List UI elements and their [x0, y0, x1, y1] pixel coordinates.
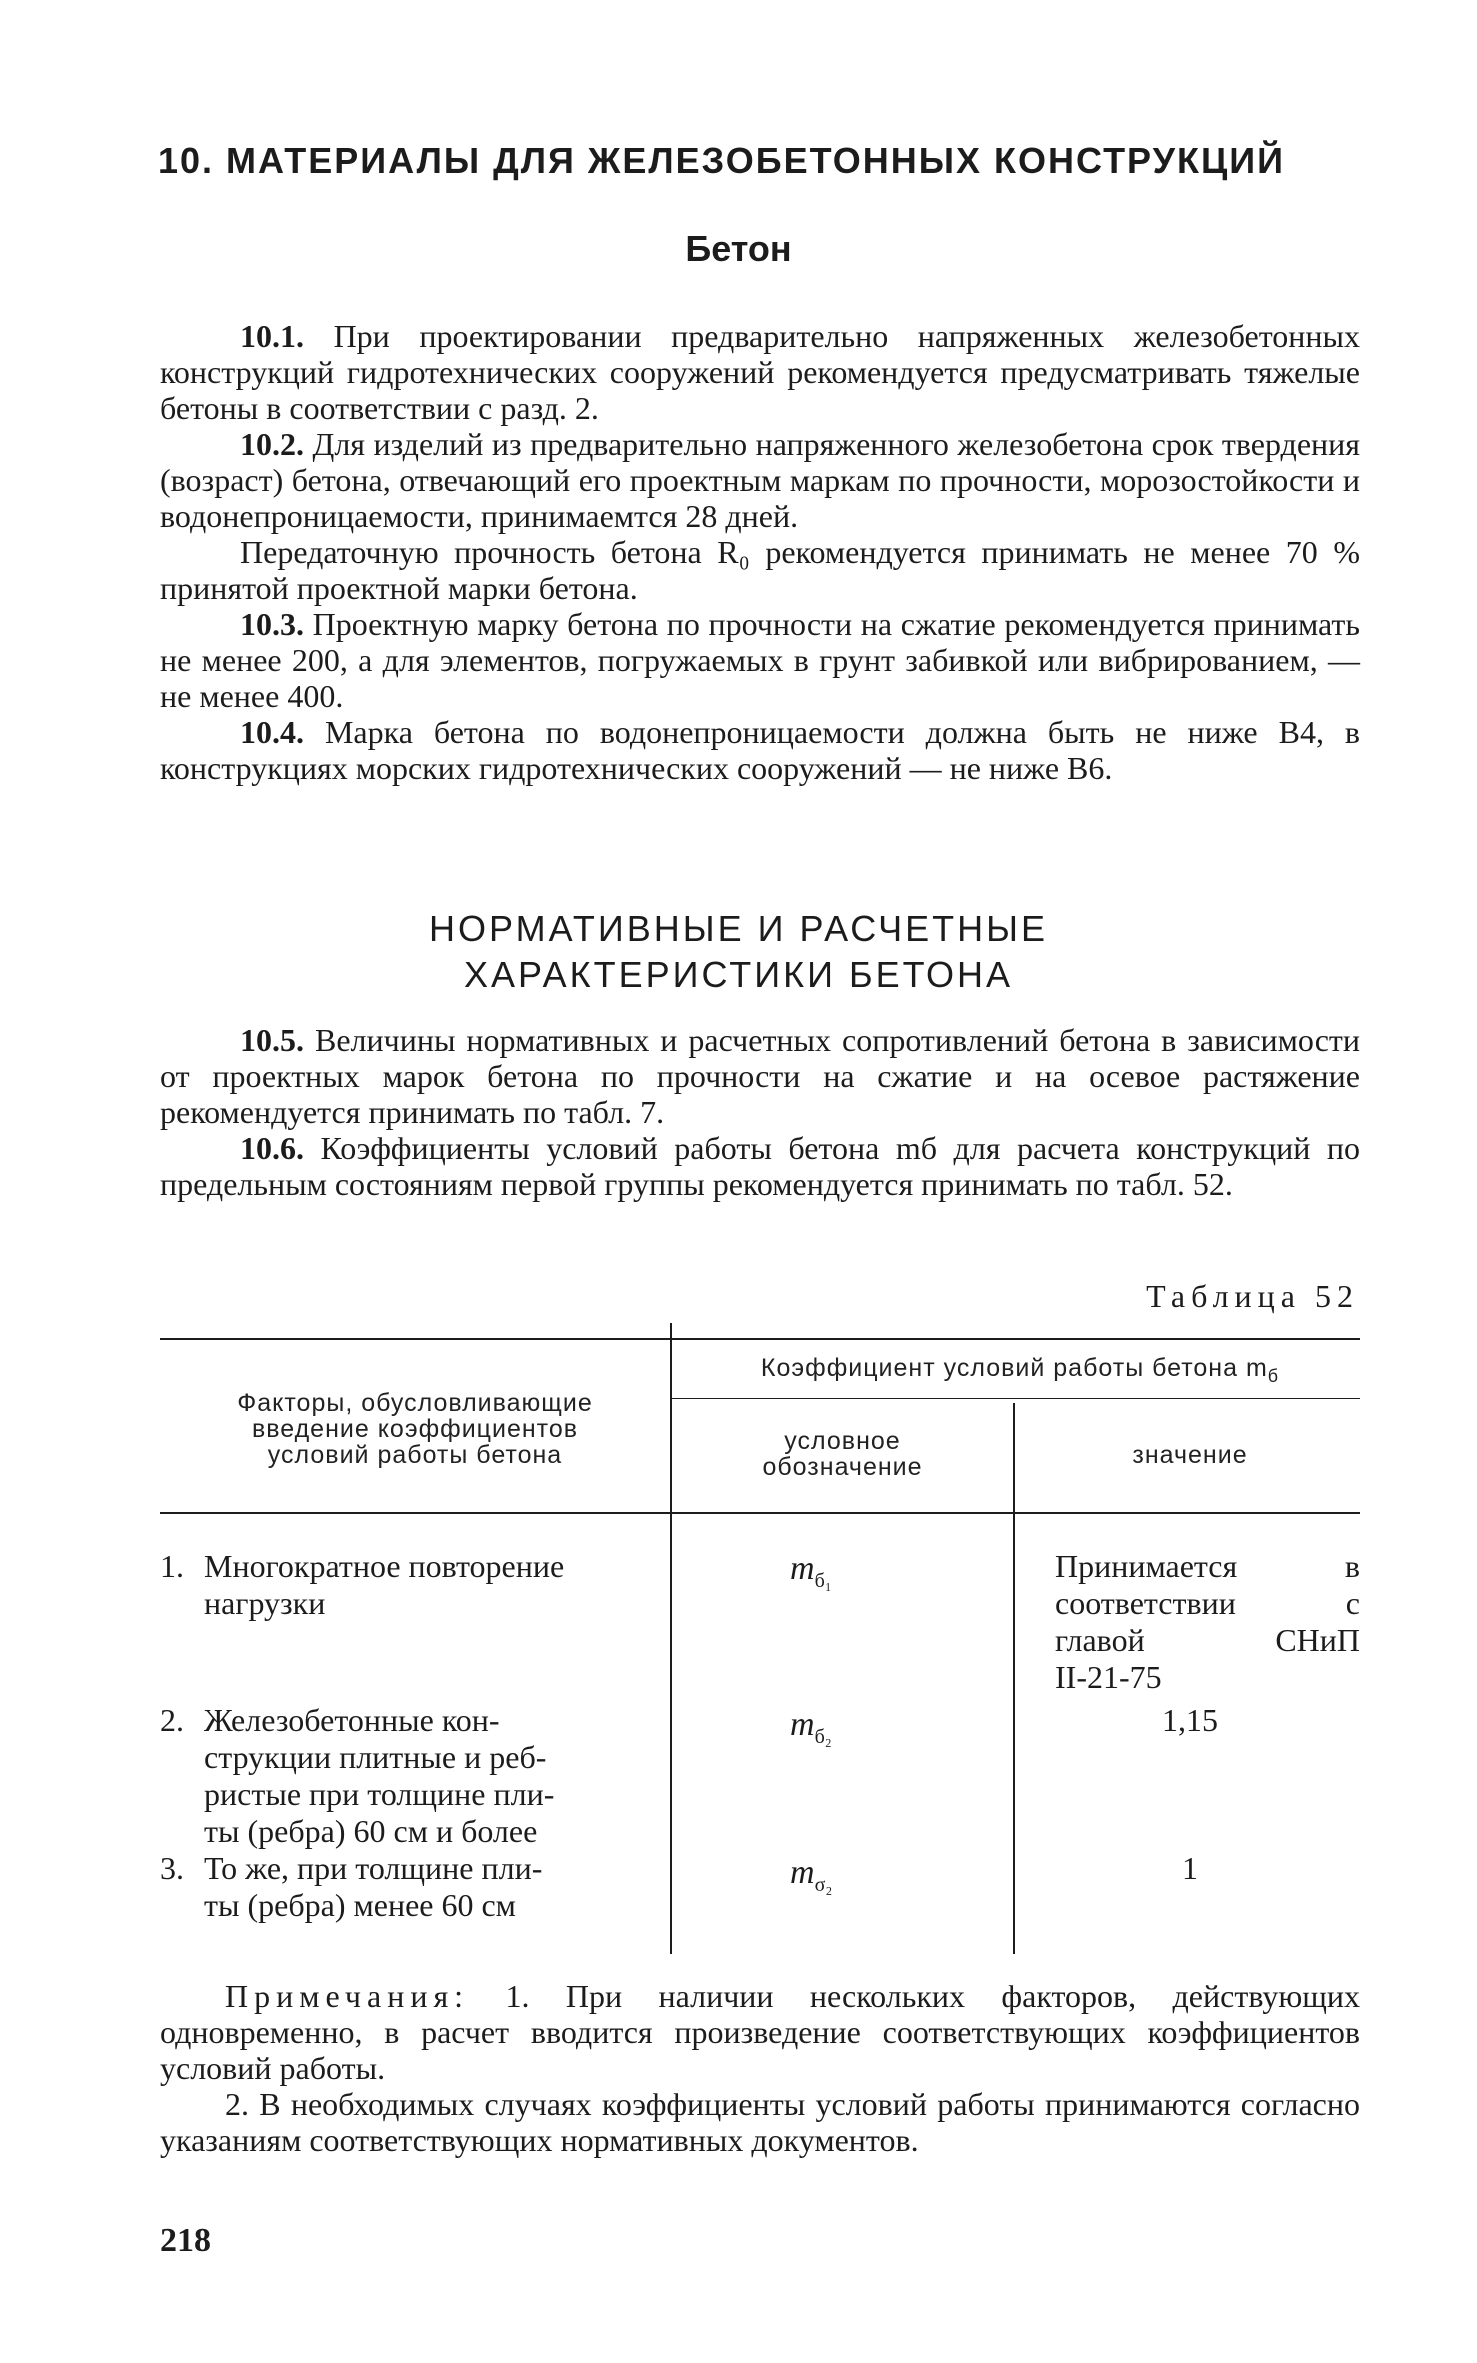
table-caption: Таблица 52 [1146, 1278, 1359, 1314]
factor-number: 1. [160, 1548, 184, 1584]
factor-number: 2. [160, 1702, 184, 1738]
section-text-1 [160, 318, 1360, 786]
value-text: 1,15 [1162, 1702, 1218, 1738]
paragraph-10-3 [160, 606, 1360, 714]
table-header-rule [160, 1512, 1360, 1514]
header-symbol [680, 1428, 1005, 1480]
factor-line: струкции плитные и реб- [204, 1739, 547, 1775]
paragraph-transfer-strength [160, 534, 1360, 606]
paragraph-text: Коэффициенты условий работы бетона mб для расчета конструкций по предельным состояниям первой группы рекомендуется принимать по табл. 52. [160, 1130, 1360, 1202]
symbol-letter: m [790, 1550, 815, 1587]
header-symbol-line: условное [784, 1427, 901, 1455]
header-factors-line: условий работы бетона [267, 1441, 563, 1469]
table-col-divider-2 [1013, 1403, 1015, 1954]
value-line: II-21-75 [1055, 1659, 1162, 1695]
paragraph-number: 10.4. [240, 714, 304, 750]
table-top-rule [160, 1338, 1360, 1340]
factor-line: ты (ребра) 60 см и более [204, 1813, 538, 1849]
notes-label: Примечания: [225, 1978, 470, 2014]
section-heading-line2: ХАРАКТЕРИСТИКИ БЕТОНА [463, 954, 1014, 995]
value-text: 1 [1182, 1850, 1198, 1886]
value-line: главой СНиП [1055, 1622, 1360, 1658]
subheading-concrete: Бетон [685, 228, 792, 269]
header-factors-line: введение коэффициентов [251, 1415, 579, 1443]
header-factors [170, 1390, 660, 1468]
factor-line: ты (ребра) менее 60 см [204, 1887, 516, 1923]
header-coefficient-label: Коэффициент условий работы бетона m [760, 1354, 1268, 1382]
section-heading-line1: НОРМАТИВНЫЕ И РАСЧЕТНЫЕ [429, 908, 1048, 949]
paragraph-number: 10.3. [240, 606, 304, 642]
value-text [1055, 1548, 1360, 1696]
paragraph-number: 10.6. [240, 1130, 304, 1166]
factor-line: ристые при толщине пли- [204, 1776, 555, 1812]
header-coefficient [680, 1355, 1360, 1389]
symbol-m-b1 [790, 1550, 832, 1593]
factor-line: То же, при толщине пли- [204, 1850, 543, 1886]
factor-line: Многократное повторение [204, 1548, 565, 1584]
table-notes [160, 1978, 1360, 2158]
paragraph-10-4 [160, 714, 1360, 786]
paragraph-10-6 [160, 1130, 1360, 1202]
factor-text [204, 1850, 644, 1924]
header-value: значение [1132, 1441, 1248, 1469]
paragraph-number: 10.1. [240, 318, 304, 354]
note-text: 2. В необходимых случаях коэффициенты условий работы принимаются согласно указаниям соответствующих нормативных документов. [160, 2086, 1360, 2158]
paragraph-text: Величины нормативных и расчетных сопротивлений бетона в зависимости от проектных марок бетона по прочности на сжатие и на осевое растяжение рекомендуется принимать по табл. 7. [160, 1022, 1360, 1130]
chapter-title: 10. МАТЕРИАЛЫ ДЛЯ ЖЕЛЕЗОБЕТОННЫХ КОНСТРУКЦИЙ [158, 140, 1286, 181]
symbol-subscript: σ₂ [814, 1874, 833, 1896]
paragraph-text: При проектировании предварительно напряженных железобетонных конструкций гидротехнических сооружений рекомендуется предусматривать тяжелые бетоны в соответствии с разд. 2. [160, 318, 1361, 426]
factor-line: Железобетонные кон- [204, 1702, 500, 1738]
paragraph-10-1 [160, 318, 1360, 426]
note-2 [160, 2086, 1360, 2158]
table-col-divider-1 [670, 1323, 672, 1954]
header-symbol-line: обозначение [762, 1453, 923, 1481]
symbol-letter: m [790, 1706, 815, 1743]
paragraph-text: Марка бетона по водонепроницаемости должна быть не ниже В4, в конструкциях морских гидротехнических сооружений — не ниже В6. [160, 714, 1361, 786]
factor-number: 3. [160, 1850, 184, 1886]
symbol-letter: m [790, 1854, 815, 1891]
symbol-subscript: б₂ [814, 1726, 832, 1748]
value-line: соответствии с [1055, 1585, 1360, 1621]
symbol-m-sigma2 [790, 1854, 832, 1897]
symbol-m-b2 [790, 1706, 832, 1749]
header-coefficient-sub: б [1267, 1366, 1280, 1386]
paragraph-text: Проектную марку бетона по прочности на сжатие рекомендуется принимать не менее 200, а для элементов, погружаемых в грунт забивкой или вибрированием, — не менее 400. [160, 606, 1361, 714]
factor-text [204, 1548, 644, 1622]
paragraph-10-5 [160, 1022, 1360, 1130]
value-line: Принимается в [1055, 1548, 1360, 1584]
factor-line: нагрузки [204, 1585, 326, 1621]
header-factors-line: Факторы, обусловливающие [237, 1389, 593, 1417]
factor-text [204, 1702, 644, 1850]
symbol-subscript: б₁ [814, 1570, 832, 1592]
note-1 [160, 1978, 1360, 2086]
paragraph-number: 10.2. [240, 426, 304, 462]
section-text-2 [160, 1022, 1360, 1202]
table-subheader-rule [671, 1398, 1360, 1399]
page-number: 218 [160, 2222, 211, 2259]
note-text: 1. При наличии нескольких факторов, действующих одновременно, в расчет вводится произведение соответствующих коэффициентов условий работы. [160, 1978, 1361, 2086]
paragraph-10-2 [160, 426, 1360, 534]
paragraph-text: Для изделий из предварительно напряженного железобетона срок твердения (возраст) бетона, отвечающий его проектным маркам по прочности, морозостойкости и водонепроницаемости, принимаемтся 28 дней. [160, 426, 1361, 534]
paragraph-number: 10.5. [240, 1022, 304, 1058]
paragraph-text: Передаточную прочность бетона R₀ рекомендуется принимать не менее 70 % принятой проектной марки бетона. [160, 534, 1360, 606]
